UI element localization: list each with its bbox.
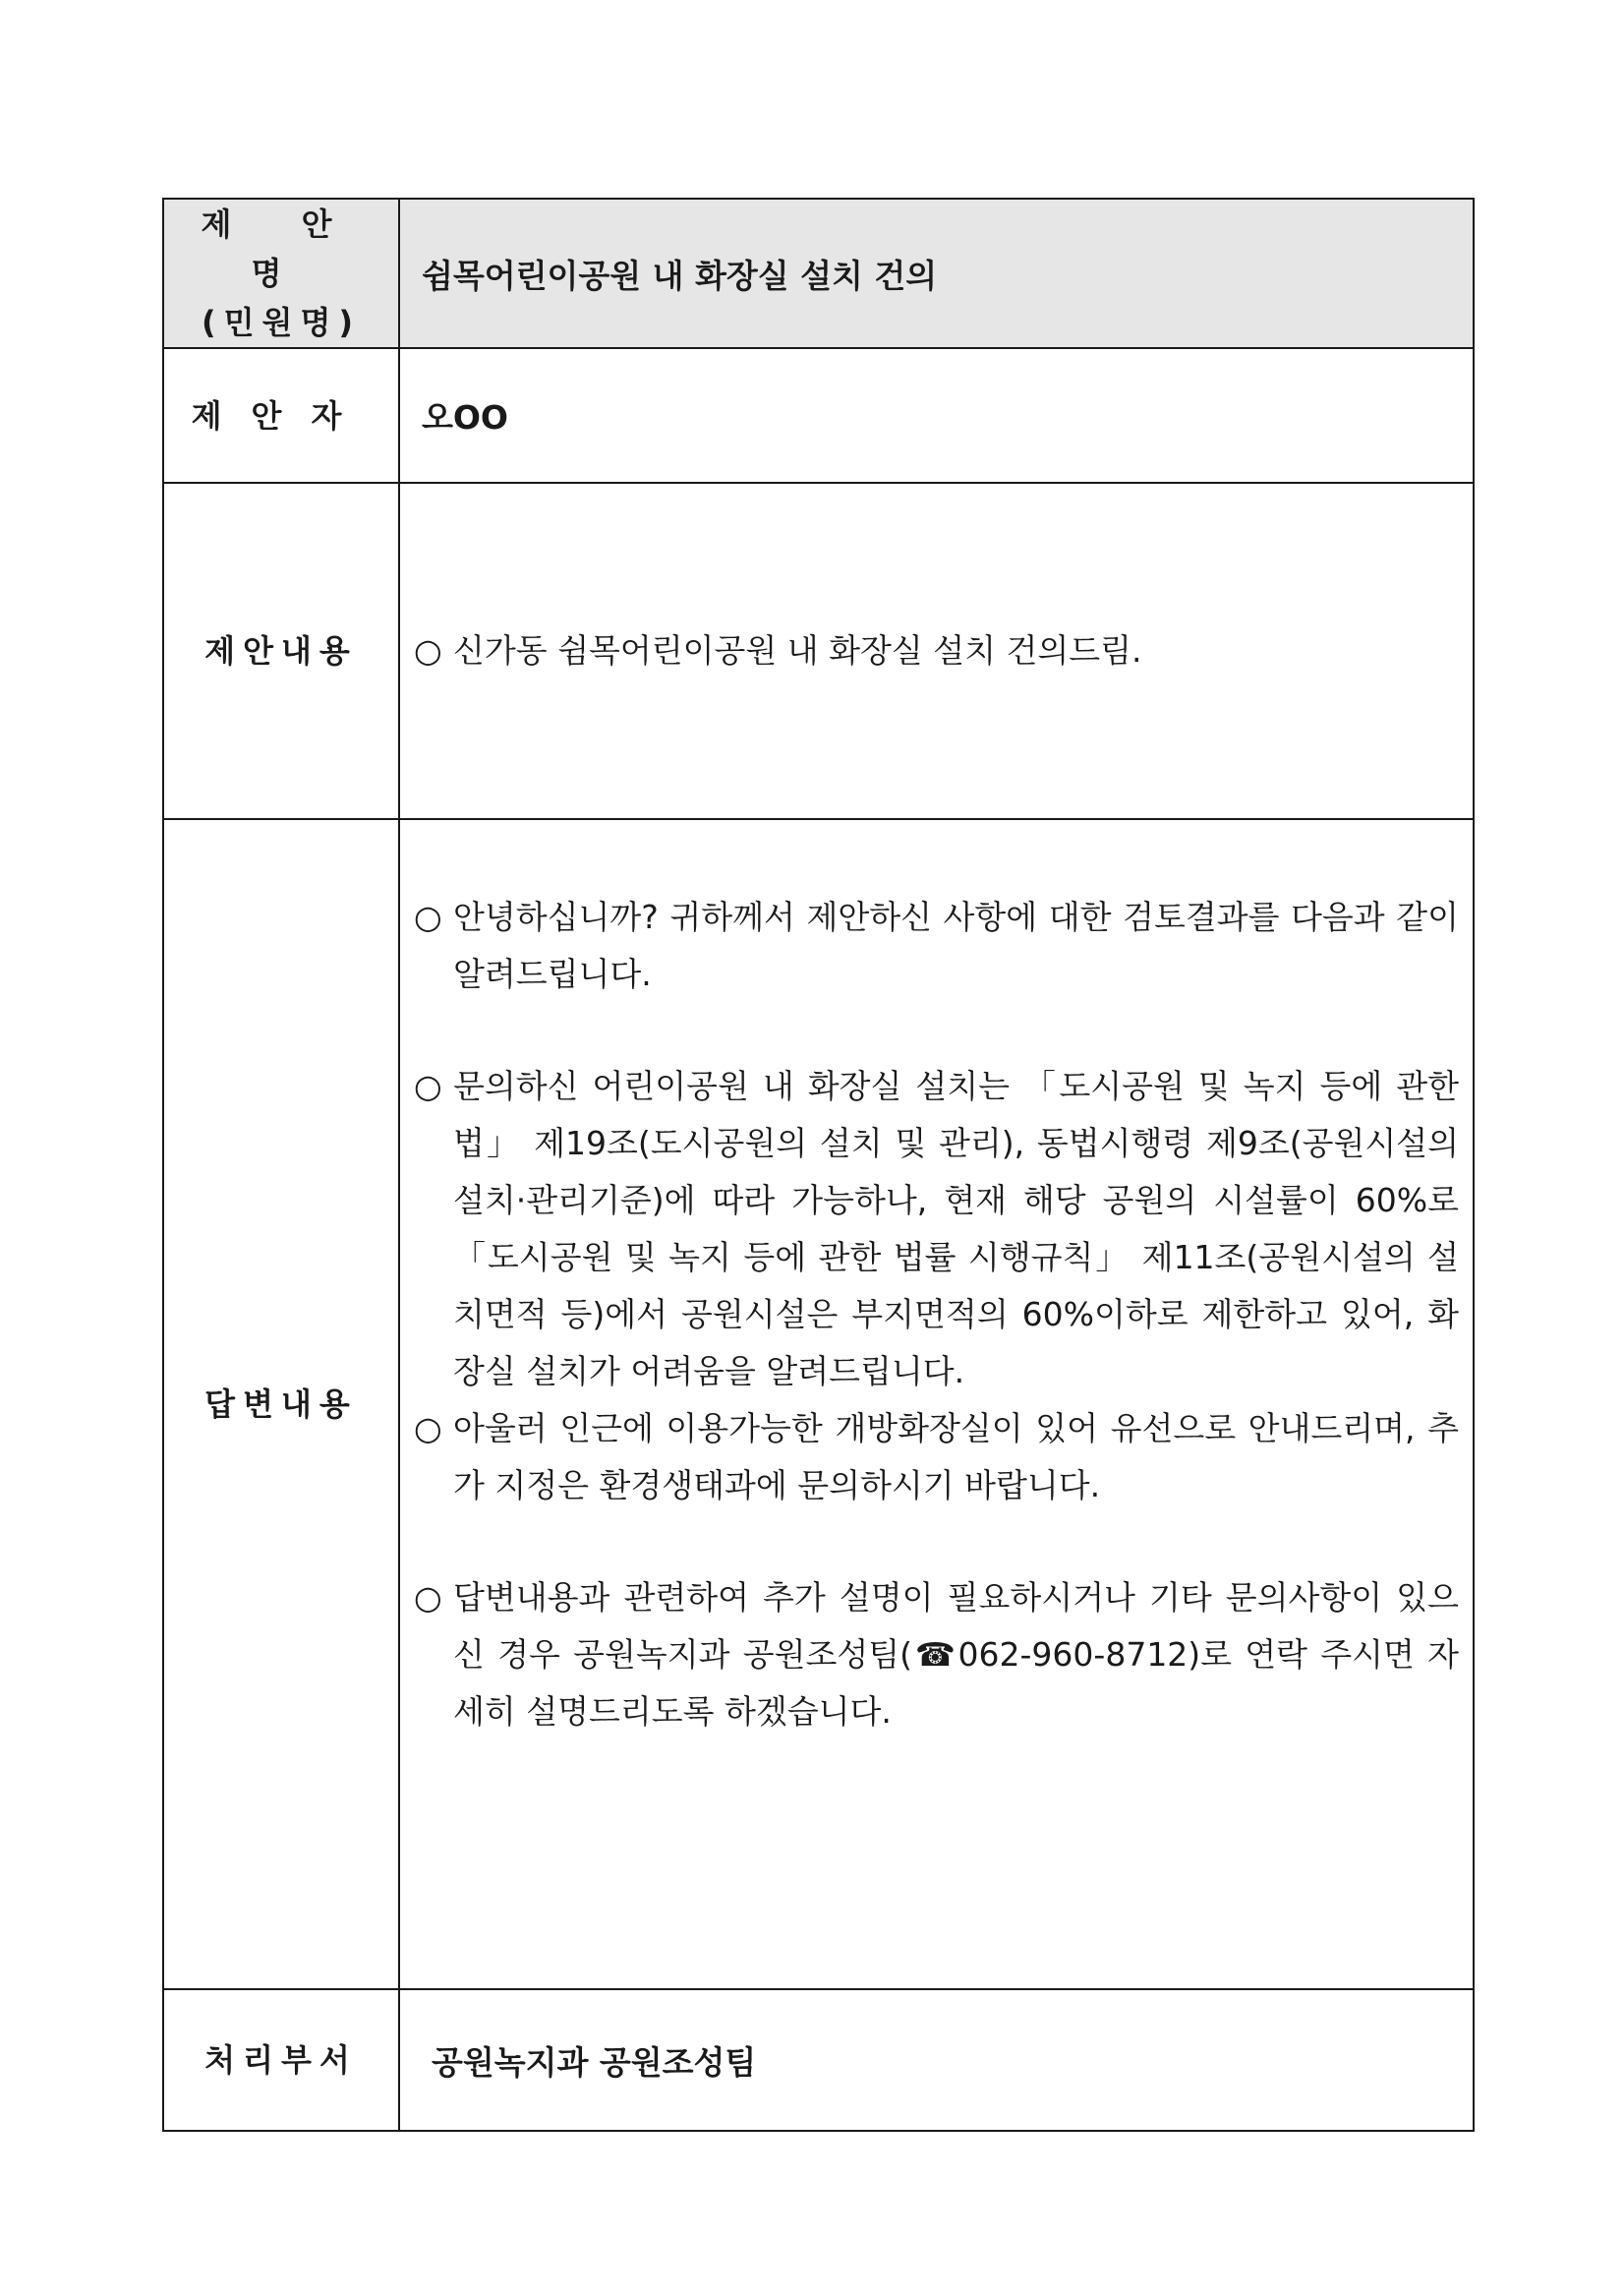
answer-paragraph <box>400 889 1473 1003</box>
title-label-line1: 제 안 명 <box>201 206 362 292</box>
content-value-cell <box>399 483 1474 819</box>
content-label-cell <box>163 483 399 819</box>
title-label-cell <box>163 199 399 348</box>
content-label: 제안내용 <box>204 632 358 670</box>
bullet-circle-icon: ○ <box>414 1578 442 1617</box>
answer-row <box>163 819 1474 1989</box>
answer-paragraph-text: 답변내용과 관련하여 추가 설명이 필요하시거나 기타 문의사항이 있으신 경우 공원녹지과 공원조성팀(☎062-960-8712)로 연락 주시면 자세히 설명드리도록 하겠습니다. <box>453 1578 1459 1731</box>
paragraph-spacer <box>400 1003 1473 1058</box>
dept-value: 공원녹지과 공원조성팀 <box>399 1989 1474 2131</box>
bullet-circle-icon: ○ <box>414 1409 442 1447</box>
proposer-row <box>163 348 1474 483</box>
answer-paragraph-text: 아울러 인근에 이용가능한 개방화장실이 있어 유선으로 안내드리며, 추가 지정은 환경생태과에 문의하시기 바랍니다. <box>453 1409 1459 1504</box>
proposer-label-cell <box>163 348 399 483</box>
answer-paragraph-text: 문의하신 어린이공원 내 화장실 설치는 「도시공원 및 녹지 등에 관한 법」 제19조(도시공원의 설치 및 관리), 동법시행령 제9조(공원시설의 설치·관리기준)에 따라 가능하나, 현재 해당 공원의 시설률이 60%로 「도시공원 및 녹지 등에 관한 법률 시행규칙」 제11조(공원시설의 설치면적 등)에서 공원시설은 부지면적의 60%이하로 제한하고 있어, 화장실 설치가 어려움을 알려드립니다. <box>453 1067 1459 1390</box>
dept-label-cell <box>163 1989 399 2131</box>
title-row <box>163 199 1474 348</box>
answer-paragraph <box>400 1400 1473 1514</box>
content-row <box>163 483 1474 819</box>
title-label-line2: (민원명) <box>202 304 361 341</box>
proposer-label: 제안자 <box>191 396 372 435</box>
answer-paragraph <box>400 1569 1473 1740</box>
content-paragraph <box>400 622 1473 679</box>
answer-paragraph-text: 안녕하십니까? 귀하께서 제안하신 사항에 대한 검토결과를 다음과 같이 알려드립니다. <box>453 898 1459 993</box>
bullet-circle-icon: ○ <box>414 631 442 670</box>
bullet-circle-icon: ○ <box>414 898 442 936</box>
proposal-form-table <box>162 198 1475 2132</box>
content-text: 신가동 쉼목어린이공원 내 화장실 설치 건의드림. <box>453 631 1142 670</box>
answer-label: 답변내용 <box>204 1385 358 1423</box>
bullet-circle-icon: ○ <box>414 1067 442 1105</box>
paragraph-spacer <box>400 1514 1473 1569</box>
title-value: 쉼목어린이공원 내 화장실 설치 건의 <box>399 199 1474 348</box>
answer-label-cell <box>163 819 399 1989</box>
proposer-value: 오OO <box>399 348 1474 483</box>
answer-value-cell <box>399 819 1474 1989</box>
dept-label: 처리부서 <box>204 2041 358 2079</box>
dept-row <box>163 1989 1474 2131</box>
answer-paragraph <box>400 1058 1473 1400</box>
